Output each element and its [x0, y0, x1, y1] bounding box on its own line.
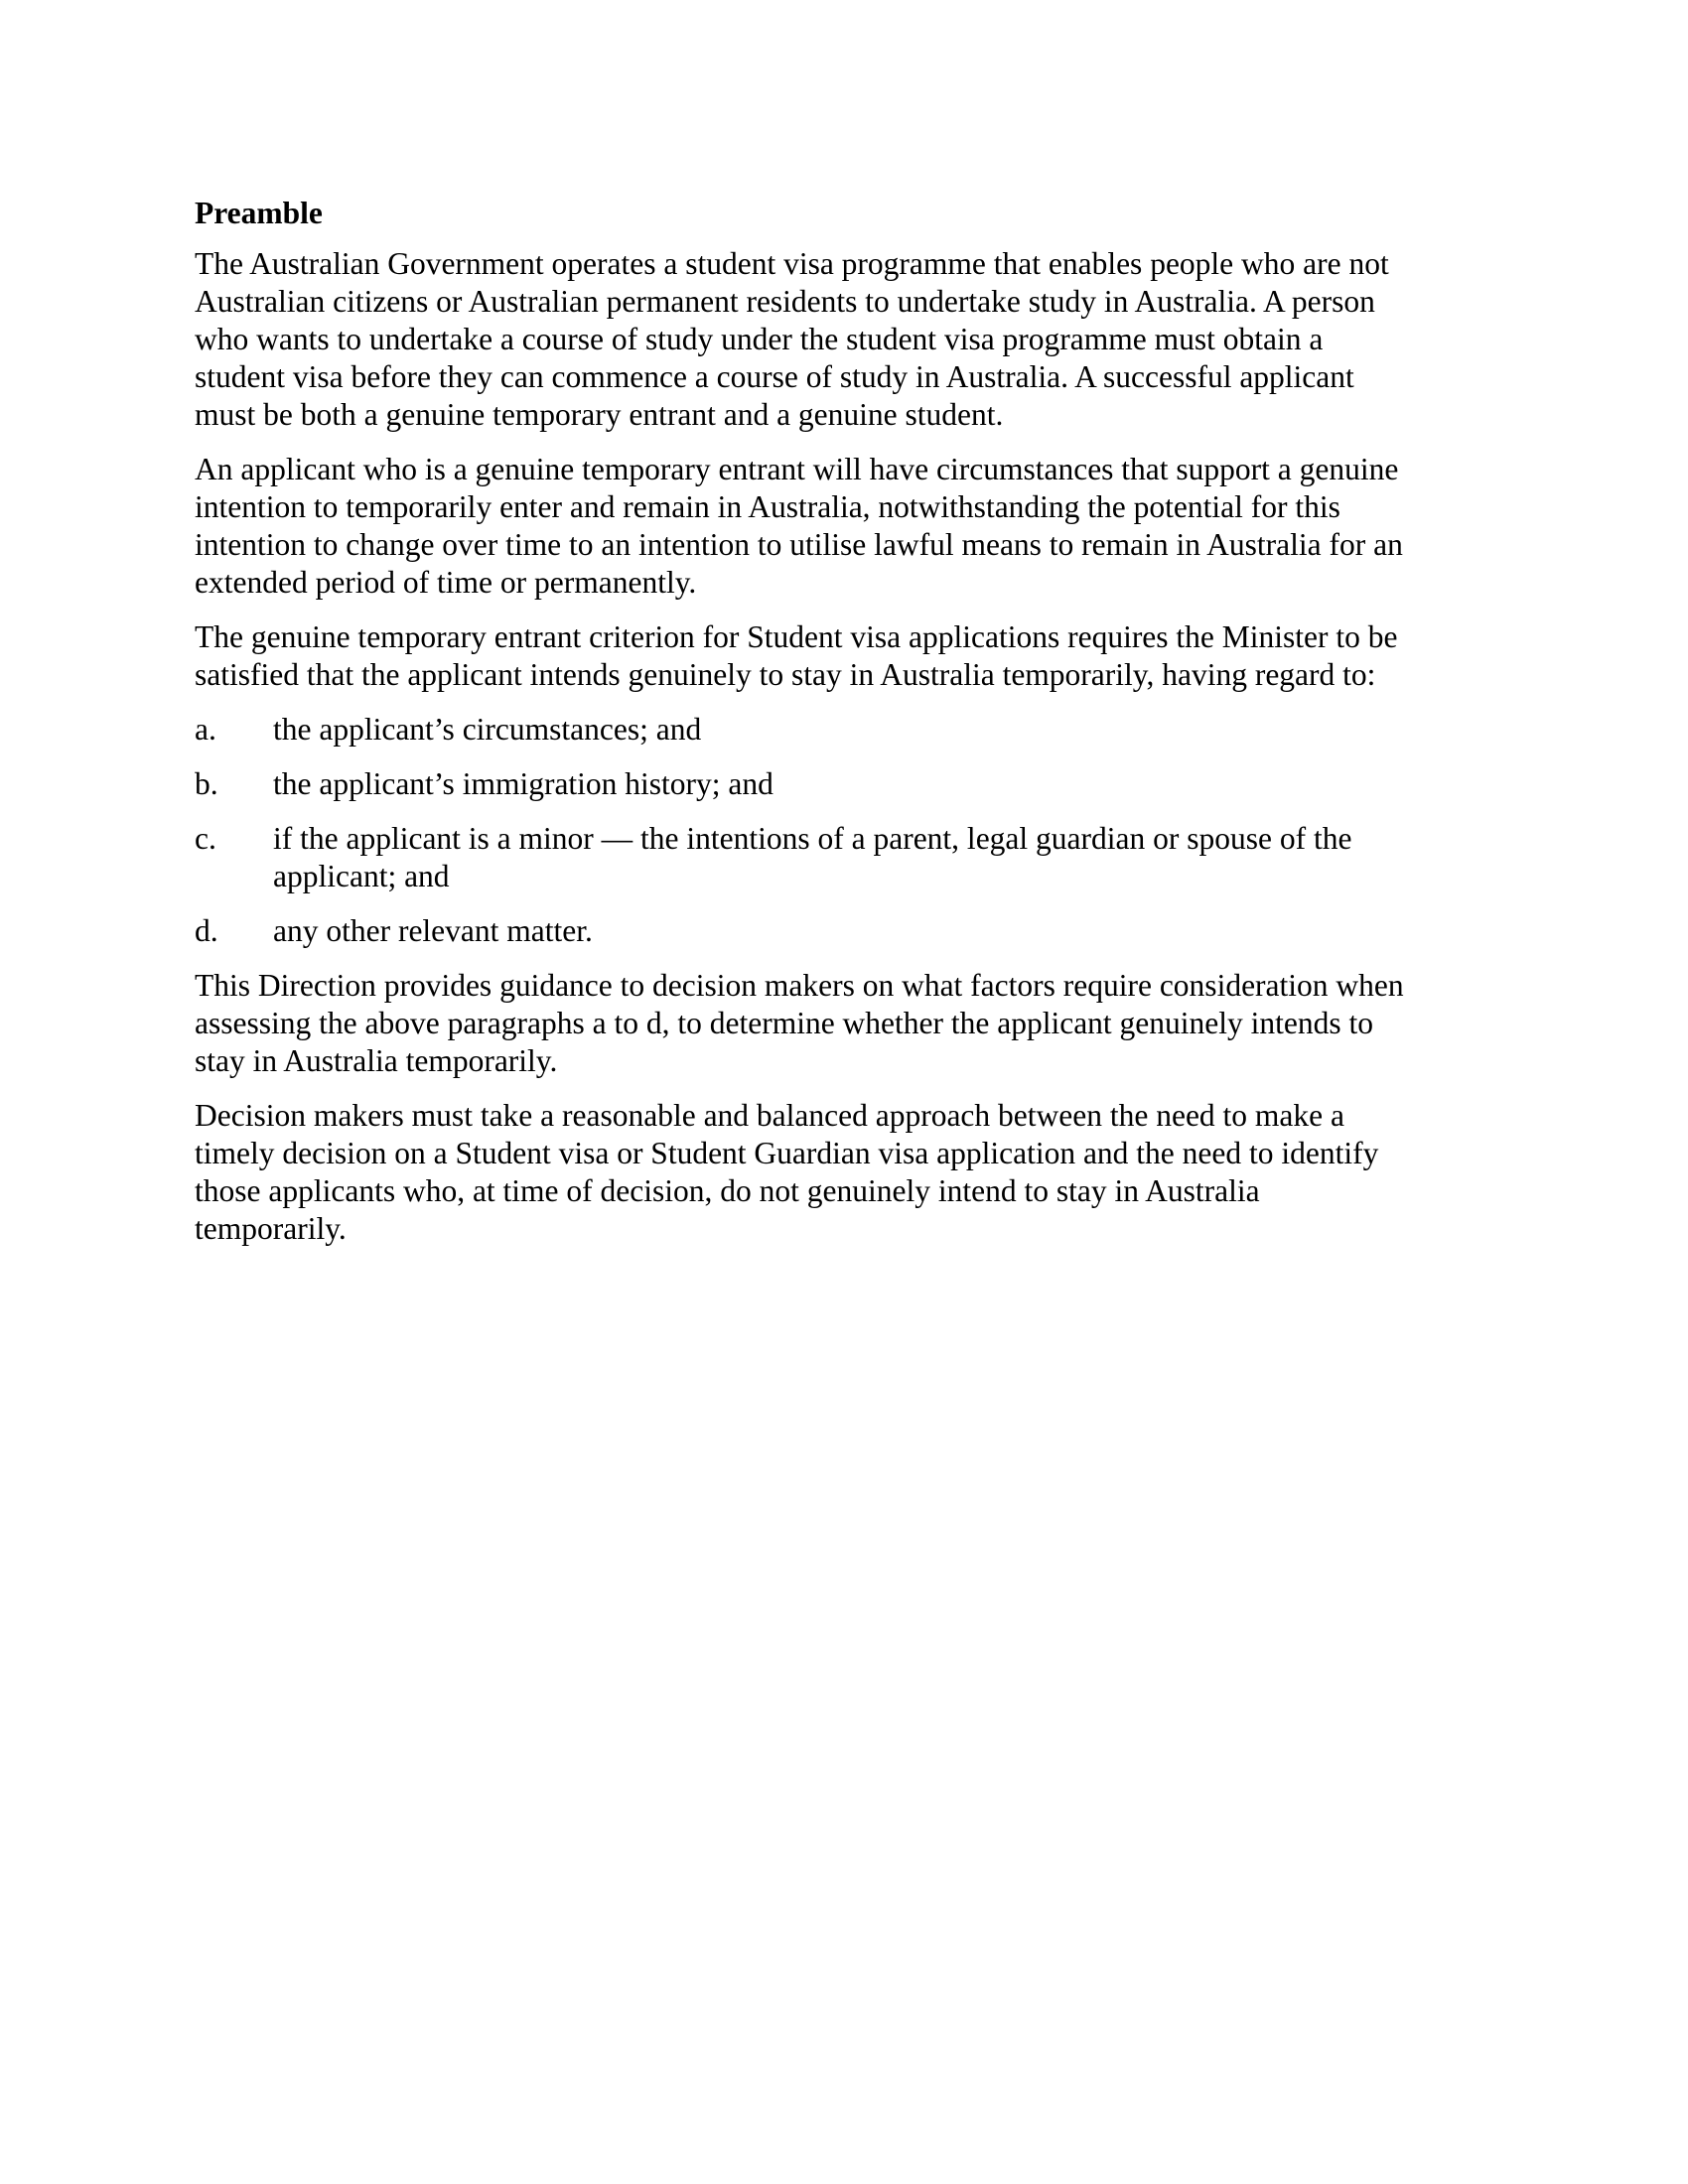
list-item-text: any other relevant matter. [273, 913, 593, 948]
section-heading: Preamble [195, 196, 323, 230]
list-item [195, 912, 1406, 950]
paragraph: Decision makers must take a reasonable and balanced approach between the need to make a timely decision on a Student visa or Student Guardian visa application and the need to identify those applicants who, at time of decision, do not genuinely intend to stay in Australia temporarily. [195, 1098, 1379, 1246]
criteria-list [195, 711, 1406, 950]
paragraph: An applicant who is a genuine temporary entrant will have circumstances that support a genuine intention to temporarily enter and remain in Australia, notwithstanding the potential for this intention to change over time to an intention to utilise lawful means to remain in Australia for an extended period of time or permanently. [195, 452, 1403, 600]
list-marker: b. [195, 766, 218, 801]
list-item [195, 820, 1406, 895]
paragraph: The Australian Government operates a student visa programme that enables people who are not Australian citizens or Australian permanent residents to undertake study in Australia. A person who wants to undertake a course of study under the student visa programme must obtain a student visa before they can commence a course of study in Australia. A successful applicant must be both a genuine temporary entrant and a genuine student. [195, 246, 1389, 432]
list-item [195, 765, 1406, 803]
list-marker: a. [195, 712, 216, 747]
list-marker: d. [195, 913, 218, 948]
list-item-text: the applicant’s circumstances; and [273, 712, 702, 747]
list-item-text: the applicant’s immigration history; and [273, 766, 774, 801]
paragraph: This Direction provides guidance to decision makers on what factors require consideration when assessing the above paragraphs a to d, to determine whether the applicant genuinely intends to stay in Australia temporarily. [195, 968, 1404, 1078]
list-item-text: if the applicant is a minor — the intentions of a parent, legal guardian or spouse of the applicant; and [273, 821, 1352, 893]
list-item [195, 711, 1406, 749]
list-marker: c. [195, 821, 216, 856]
document-page [195, 195, 1406, 1265]
paragraph: The genuine temporary entrant criterion for Student visa applications requires the Minister to be satisfied that the applicant intends genuinely to stay in Australia temporarily, having regard to: [195, 619, 1398, 692]
